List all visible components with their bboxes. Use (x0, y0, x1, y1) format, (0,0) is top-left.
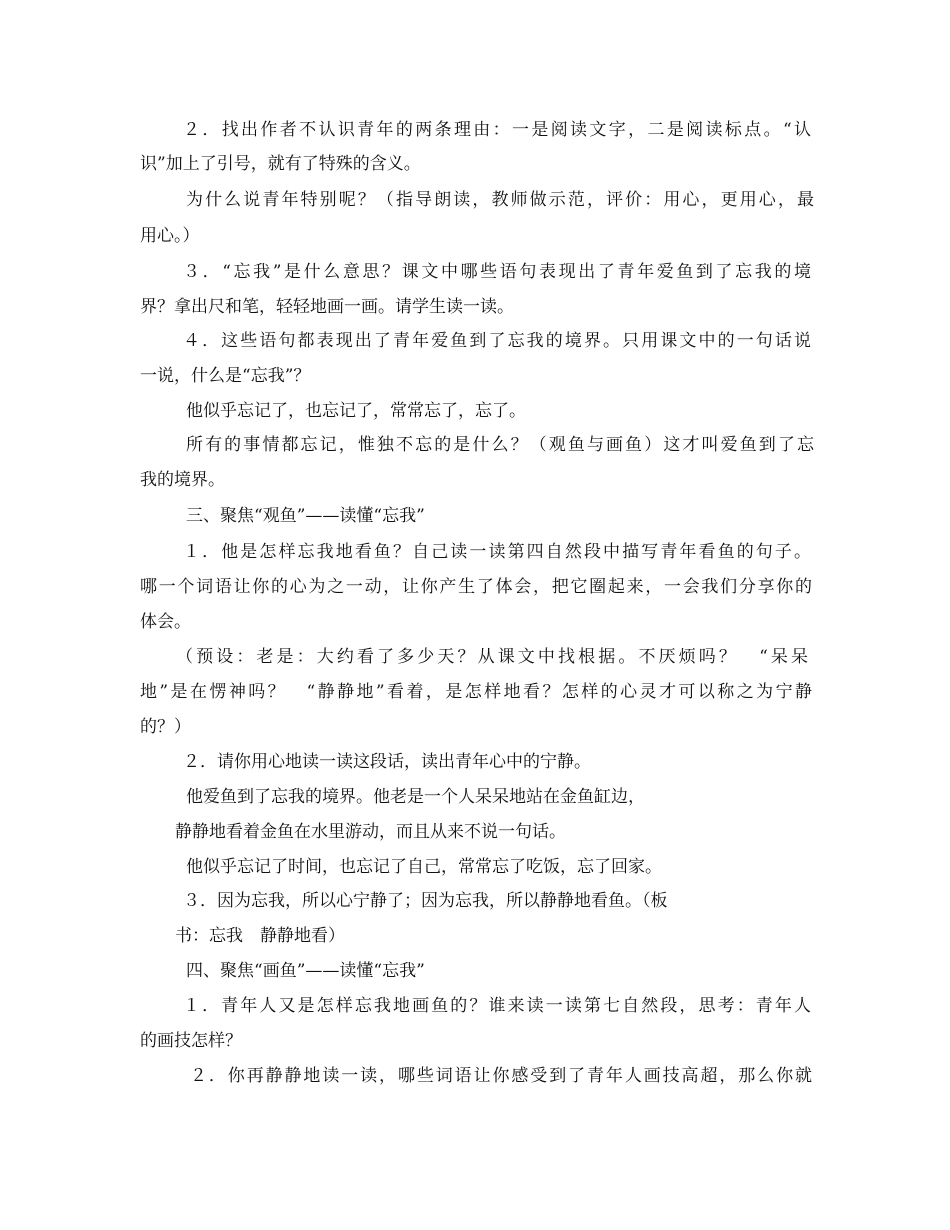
paragraph-line: ３．因为忘我，所以心宁静了；因为忘我，所以静静地看鱼。（板 (183, 891, 668, 911)
paragraph-line: 的画技怎样？ (140, 1031, 242, 1051)
paragraph-line: １．青年人又是怎样忘我地画鱼的？谁来读一读第七自然段，思考：青年人 (183, 996, 811, 1016)
paragraph-line: 我的境界。 (140, 470, 225, 490)
paragraph-line: 体会。 (140, 612, 191, 632)
paragraph-line: ３．“忘我”是什么意思？课文中哪些语句表现出了青年爱鱼到了忘我的境 (183, 262, 811, 282)
paragraph-line: 地”是在愣神吗？ “静静地”看着，是怎样地看？怎样的心灵才可以称之为宁静 (140, 682, 812, 702)
section-heading: 三、聚焦“观鱼”——读懂“忘我” (186, 506, 425, 526)
paragraph-line: ２．找出作者不认识青年的两条理由：一是阅读文字，二是阅读标点。“认 (183, 120, 811, 140)
paragraph-line: 界？拿出尺和笔，轻轻地画一画。请学生读一读。 (140, 297, 514, 317)
paragraph-line: 的？） (140, 717, 191, 737)
paragraph-line: （预设：老是：大约看了多少天？从课文中找根据。不厌烦吗？ “呆呆 (176, 647, 808, 667)
section-heading: 四、聚焦“画鱼”——读懂“忘我” (186, 961, 425, 981)
paragraph-line: 他似乎忘记了时间，也忘记了自己，常常忘了吃饭，忘了回家。 (186, 857, 662, 877)
paragraph-line: 识”加上了引号，就有了特殊的含义。 (140, 154, 421, 174)
paragraph-line: 书：忘我 静静地看） (175, 926, 345, 946)
paragraph-line: ４．这些语句都表现出了青年爱鱼到了忘我的境界。只用课文中的一句话说 (183, 331, 811, 351)
paragraph-line: 哪一个词语让你的心为之一动，让你产生了体会，把它圈起来，一会我们分享你的 (140, 577, 812, 597)
paragraph-line: 他似乎忘记了，也忘记了，常常忘了，忘了。 (186, 401, 526, 421)
paragraph-line: 为什么说青年特别呢？（指导朗读，教师做示范，评价：用心，更用心，最 (186, 190, 814, 210)
paragraph-line: 静静地看着金鱼在水里游动，而且从来不说一句话。 (175, 822, 566, 842)
paragraph-line: １．他是怎样忘我地看鱼？自己读一读第四自然段中描写青年看鱼的句子。 (183, 542, 811, 562)
paragraph-line: 一说，什么是“忘我”？ (140, 366, 311, 386)
paragraph-line: ２．请你用心地读一读这段话，读出青年心中的宁静。 (183, 752, 591, 772)
paragraph-line: 他爱鱼到了忘我的境界。他老是一个人呆呆地站在金鱼缸边， (186, 787, 645, 807)
paragraph-line: ２．你再静静地读一读，哪些词语让你感受到了青年人画技高超，那么你就 (190, 1066, 812, 1086)
paragraph-line: 所有的事情都忘记，惟独不忘的是什么？（观鱼与画鱼）这才叫爱鱼到了忘 (186, 435, 814, 455)
paragraph-line: 用心。） (140, 226, 200, 246)
